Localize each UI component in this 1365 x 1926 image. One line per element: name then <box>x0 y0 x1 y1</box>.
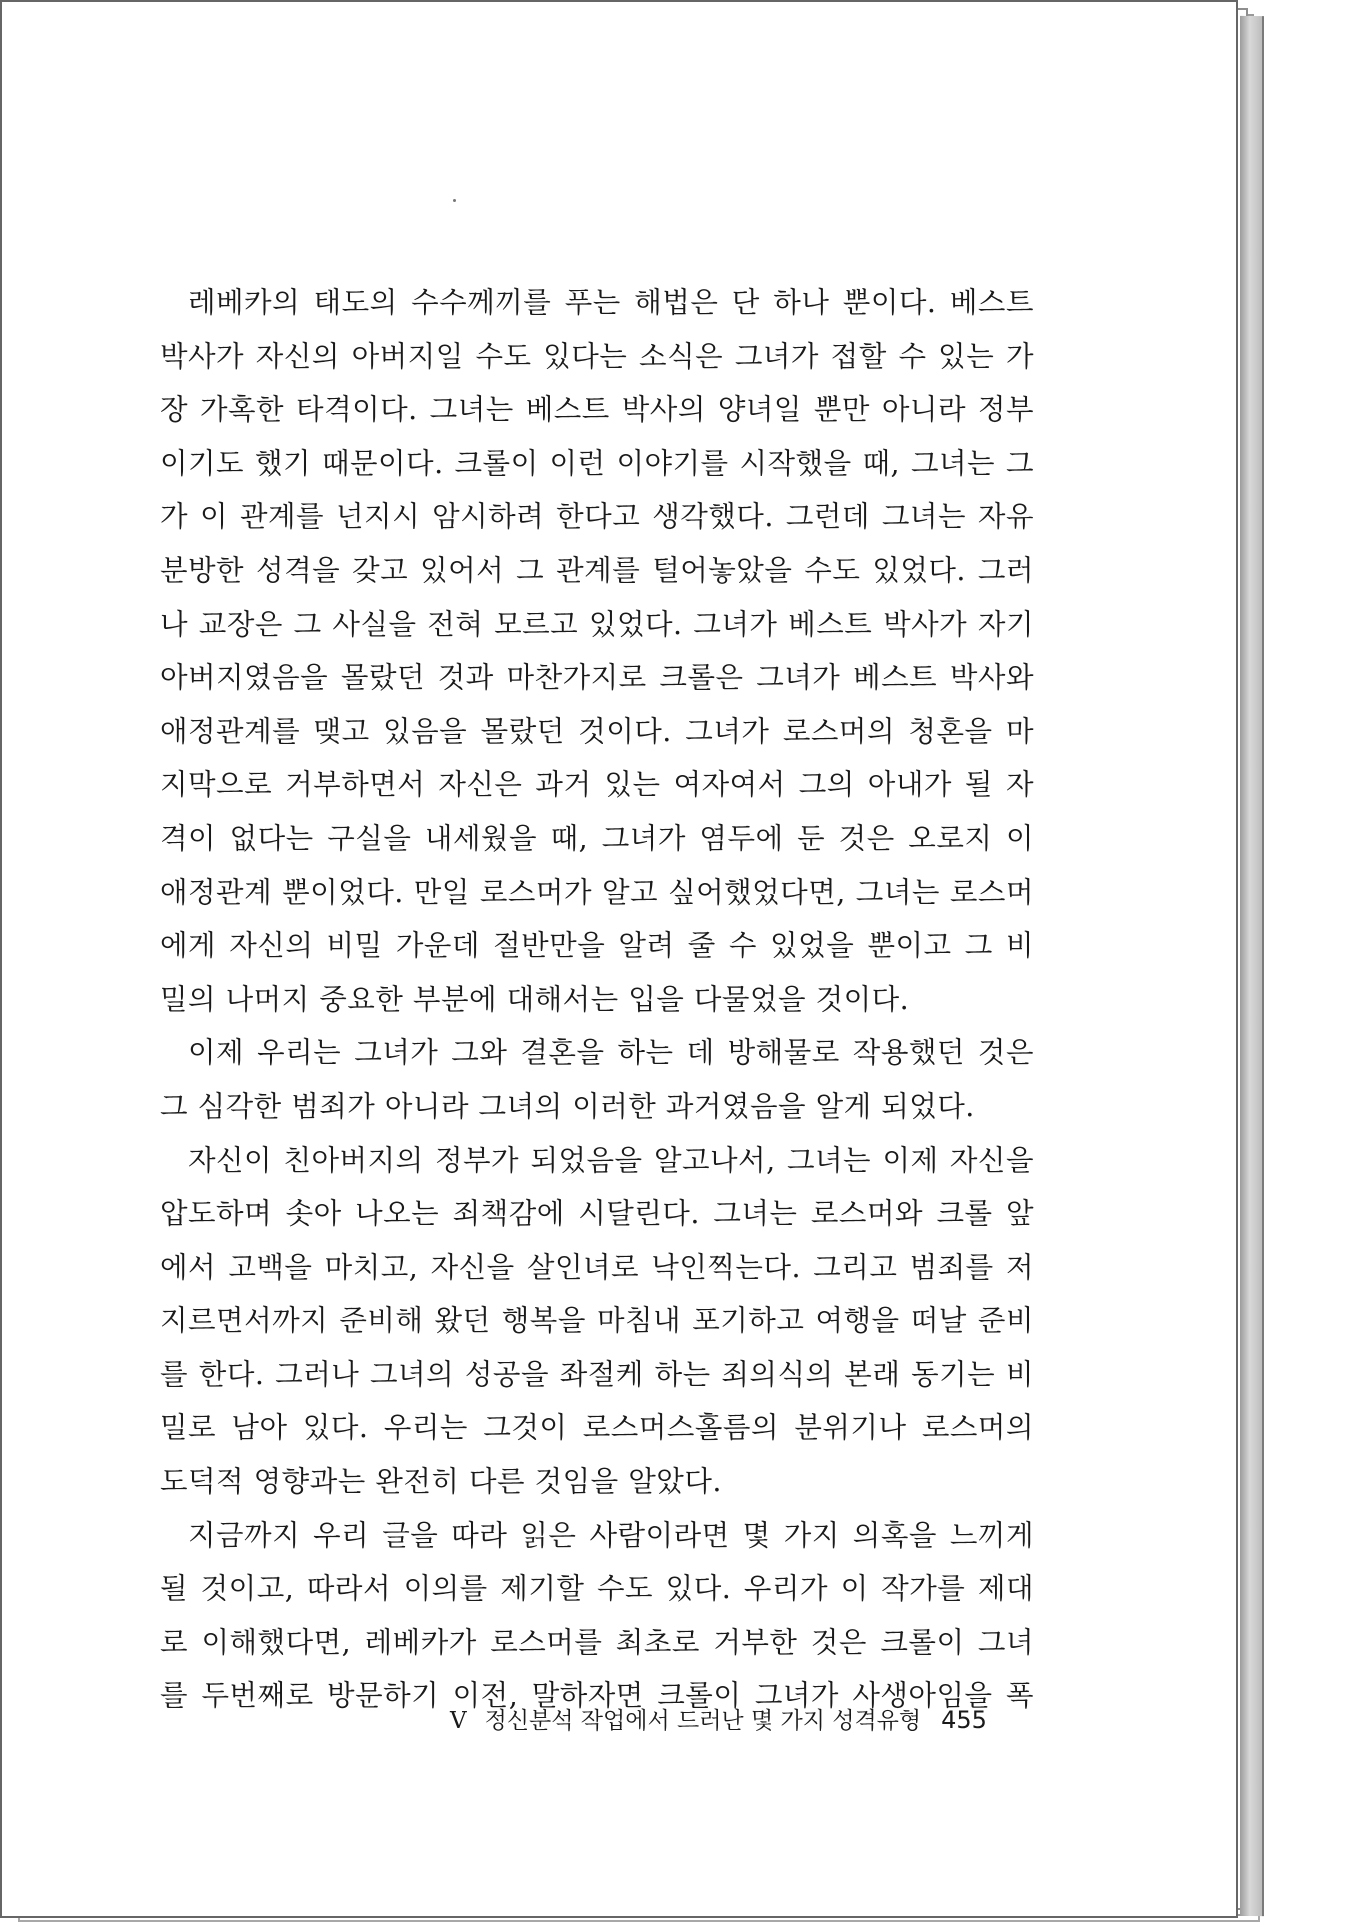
text-line: 압도하며 솟아 나오는 죄책감에 시달린다. 그녀는 로스머와 크롤 앞 <box>160 1197 1034 1231</box>
text-line: 아버지였음을 몰랐던 것과 마찬가지로 크롤은 그녀가 베스트 박사와 <box>160 661 1034 695</box>
text-line: 그 심각한 범죄가 아니라 그녀의 이러한 과거였음을 알게 되었다. <box>160 1089 975 1123</box>
text-line: 에게 자신의 비밀 가운데 절반만을 알려 줄 수 있었을 뿐이고 그 비 <box>160 929 1034 963</box>
text-line: 지막으로 거부하면서 자신은 과거 있는 여자여서 그의 아내가 될 자 <box>160 768 1034 802</box>
chapter-title: 정신분석 작업에서 드러난 몇 가지 성격유형 <box>484 1708 922 1734</box>
text-line: 될 것이고, 따라서 이의를 제기할 수도 있다. 우리가 이 작가를 제대 <box>160 1572 1034 1606</box>
text-line: 에서 고백을 마치고, 자신을 살인녀로 낙인찍는다. 그리고 범죄를 저 <box>160 1250 1034 1284</box>
text-line: 지금까지 우리 글을 따라 읽은 사람이라면 몇 가지 의혹을 느끼게 <box>188 1518 1034 1552</box>
text-line: 도덕적 영향과는 완전히 다른 것임을 알았다. <box>160 1465 722 1499</box>
text-line: 가 이 관계를 넌지시 암시하려 한다고 생각했다. 그런데 그녀는 자유 <box>160 500 1034 534</box>
text-line: 밀로 남아 있다. 우리는 그것이 로스머스홀름의 분위기나 로스머의 <box>160 1411 1034 1445</box>
text-line: 이기도 했기 때문이다. 크롤이 이런 이야기를 시작했을 때, 그녀는 그 <box>160 446 1034 480</box>
text-line: 자신이 친아버지의 정부가 되었음을 알고나서, 그녀는 이제 자신을 <box>188 1143 1034 1177</box>
text-line: 레베카의 태도의 수수께끼를 푸는 해법은 단 하나 뿐이다. 베스트 <box>188 286 1034 319</box>
text-line: 로 이해했다면, 레베카가 로스머를 최초로 거부한 것은 크롤이 그녀 <box>160 1625 1034 1659</box>
speck <box>453 199 456 202</box>
text-line: 애정관계 뿐이었다. 만일 로스머가 알고 싶어했었다면, 그녀는 로스머 <box>160 875 1034 909</box>
text-line: 격이 없다는 구실을 내세웠을 때, 그녀가 염두에 둔 것은 오로지 이 <box>160 821 1034 855</box>
chapter-number: V <box>450 1708 467 1734</box>
page-number: 455 <box>941 1706 987 1734</box>
text-line: 나 교장은 그 사실을 전혀 모르고 있었다. 그녀가 베스트 박사가 자기 <box>160 607 1034 641</box>
text-line: 를 한다. 그러나 그녀의 성공을 좌절케 하는 죄의식의 본래 동기는 비 <box>160 1357 1034 1391</box>
text-line: 지르면서까지 준비해 왔던 행복을 마침내 포기하고 여행을 떠날 준비 <box>160 1304 1034 1338</box>
body-text <box>160 276 1034 1723</box>
text-line: 장 가혹한 타격이다. 그녀는 베스트 박사의 양녀일 뿐만 아니라 정부 <box>160 393 1034 427</box>
text-line: 박사가 자신의 아버지일 수도 있다는 소식은 그녀가 접할 수 있는 가 <box>160 339 1034 373</box>
text-line: 밀의 나머지 중요한 부분에 대해서는 입을 다물었을 것이다. <box>160 982 910 1016</box>
text-line: 이제 우리는 그녀가 그와 결혼을 하는 데 방해물로 작용했던 것은 <box>188 1036 1034 1070</box>
text-line: 애정관계를 맺고 있음을 몰랐던 것이다. 그녀가 로스머의 청혼을 마 <box>160 714 1034 748</box>
page-stack-shadow <box>1240 16 1264 1916</box>
running-footer <box>450 1702 1010 1735</box>
text-line: 를 두번째로 방문하기 이전, 말하자면 크롤이 그녀가 사생아임을 폭 <box>160 1679 1034 1713</box>
text-line: 분방한 성격을 갖고 있어서 그 관계를 털어놓았을 수도 있었다. 그러 <box>160 553 1034 587</box>
